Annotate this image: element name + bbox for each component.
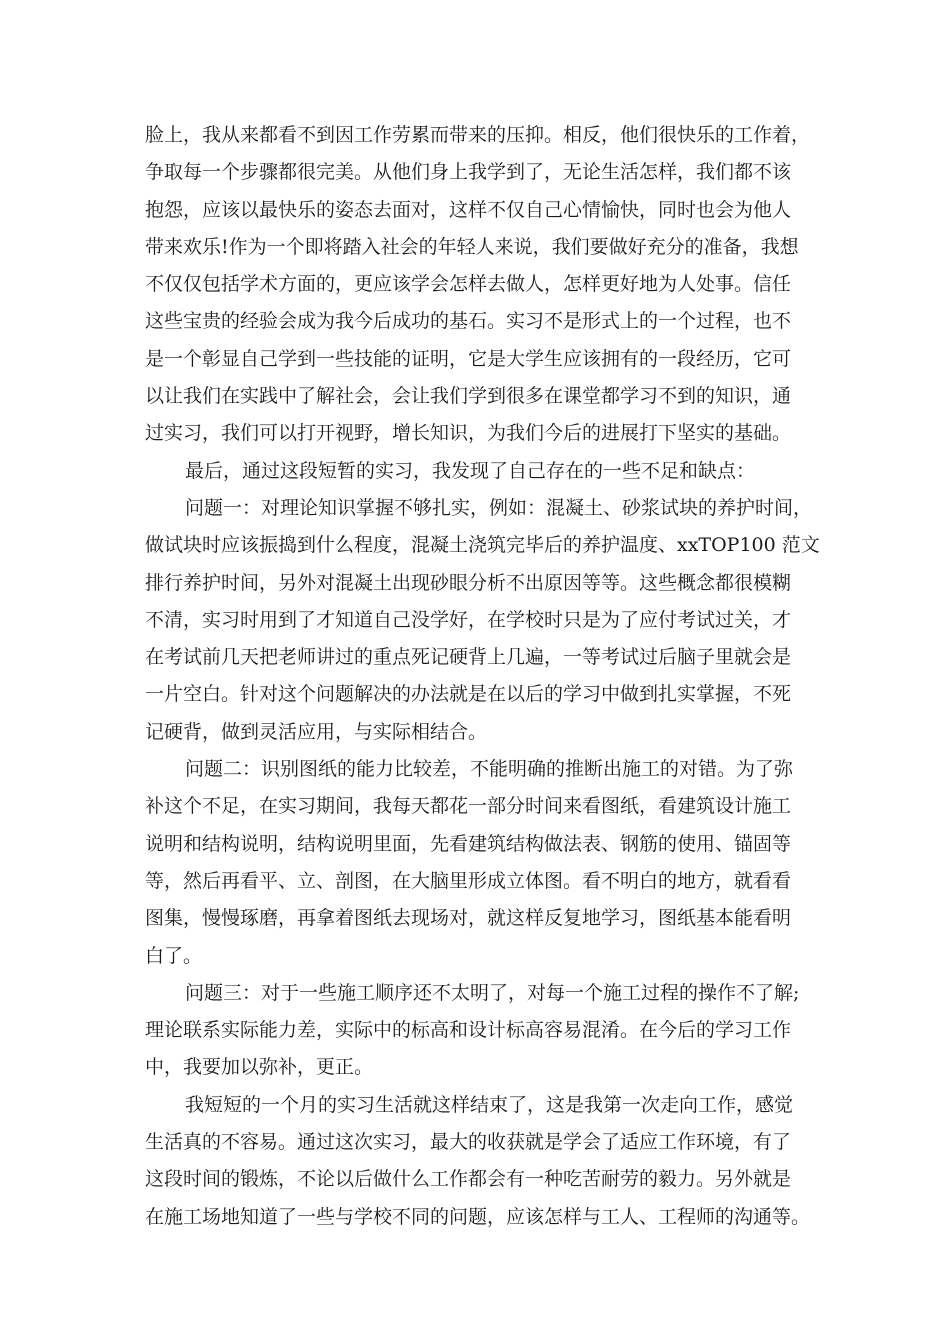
text-line: 图集，慢慢琢磨，再拿着图纸去现场对，就这样反复地学习，图纸基本能看明 bbox=[145, 907, 792, 930]
paragraph-start-line: 问题二：识别图纸的能力比较差，不能明确的推断出施工的对错。为了弥 bbox=[185, 758, 794, 781]
text-line: 等，然后再看平、立、剖图，在大脑里形成立体图。看不明白的地方，就看看 bbox=[145, 869, 792, 892]
text-line: 补这个不足，在实习期间，我每天都花一部分时间来看图纸，看建筑设计施工 bbox=[145, 795, 792, 818]
text-line: 过实习，我们可以打开视野，增长知识，为我们今后的进展打下坚实的基础。 bbox=[145, 422, 792, 445]
paragraph-start-line: 最后，通过这段短暂的实习，我发现了自己存在的一些不足和缺点： bbox=[185, 459, 756, 482]
text-line: 不仅仅包括学术方面的，更应该学会怎样去做人，怎样更好地为人处事。信任 bbox=[145, 273, 792, 296]
text-line: 一片空白。针对这个问题解决的办法就是在以后的学习中做到扎实掌握，不死 bbox=[145, 683, 792, 706]
text-line: 带来欢乐!作为一个即将踏入社会的年轻人来说，我们要做好充分的准备，我想 bbox=[145, 235, 799, 258]
text-line: 排行养护时间，另外对混凝土出现砂眼分析不出原因等等。这些概念都很模糊 bbox=[145, 571, 792, 594]
text-line: 生活真的不容易。通过这次实习，最大的收获就是学会了适应工作环境，有了 bbox=[145, 1131, 792, 1154]
text-line: 中，我要加以弥补，更正。 bbox=[145, 1056, 374, 1079]
paragraph-start-line: 问题三：对于一些施工顺序还不太明了，对每一个施工过程的操作不了解; bbox=[185, 981, 800, 1004]
text-line: 这些宝贵的经验会成为我今后成功的基石。实习不是形式上的一个过程，也不 bbox=[145, 310, 792, 333]
text-line: 以让我们在实践中了解社会，会让我们学到很多在课堂都学习不到的知识，通 bbox=[145, 385, 792, 408]
text-line: 是一个彰显自己学到一些技能的证明，它是大学生应该拥有的一段经历，它可 bbox=[145, 347, 792, 370]
text-line: 记硬背，做到灵活应用，与实际相结合。 bbox=[145, 720, 488, 743]
text-line: 脸上，我从来都看不到因工作劳累而带来的压抑。相反，他们很快乐的工作着， bbox=[145, 124, 811, 146]
text-line: 在施工场地知道了一些与学校不同的问题，应该怎样与工人、工程师的沟通等。 bbox=[145, 1205, 811, 1228]
text-line: 抱怨，应该以最快乐的姿态去面对，这样不仅自己心情愉快，同时也会为他人 bbox=[145, 198, 792, 221]
text-line: 在考试前几天把老师讲过的重点死记硬背上几遍，一等考试过后脑子里就会是 bbox=[145, 646, 792, 669]
paragraph-start-line: 问题一：对理论知识掌握不够扎实，例如：混凝土、砂浆试块的养护时间， bbox=[185, 496, 813, 519]
paragraph-start-line: 我短短的一个月的实习生活就这样结束了，这是我第一次走向工作，感觉 bbox=[185, 1093, 794, 1116]
body-text bbox=[145, 117, 825, 1236]
text-line: 理论联系实际能力差，实际中的标高和设计标高容易混淆。在今后的学习工作 bbox=[145, 1019, 792, 1042]
text-line: 这段时间的锻炼，不论以后做什么工作都会有一种吃苦耐劳的毅力。另外就是 bbox=[145, 1168, 792, 1191]
text-line: 白了。 bbox=[145, 944, 203, 967]
text-line: 争取每一个步骤都很完美。从他们身上我学到了，无论生活怎样，我们都不该 bbox=[145, 161, 792, 184]
text-line: 说明和结构说明，结构说明里面，先看建筑结构做法表、钢筋的使用、锚固等 bbox=[145, 832, 792, 855]
text-line: 不清，实习时用到了才知道自己没学好，在学校时只是为了应付考试过关，才 bbox=[145, 608, 792, 631]
text-line: 做试块时应该振捣到什么程度，混凝土浇筑完毕后的养护温度、xxTOP100 范文 bbox=[145, 534, 820, 557]
